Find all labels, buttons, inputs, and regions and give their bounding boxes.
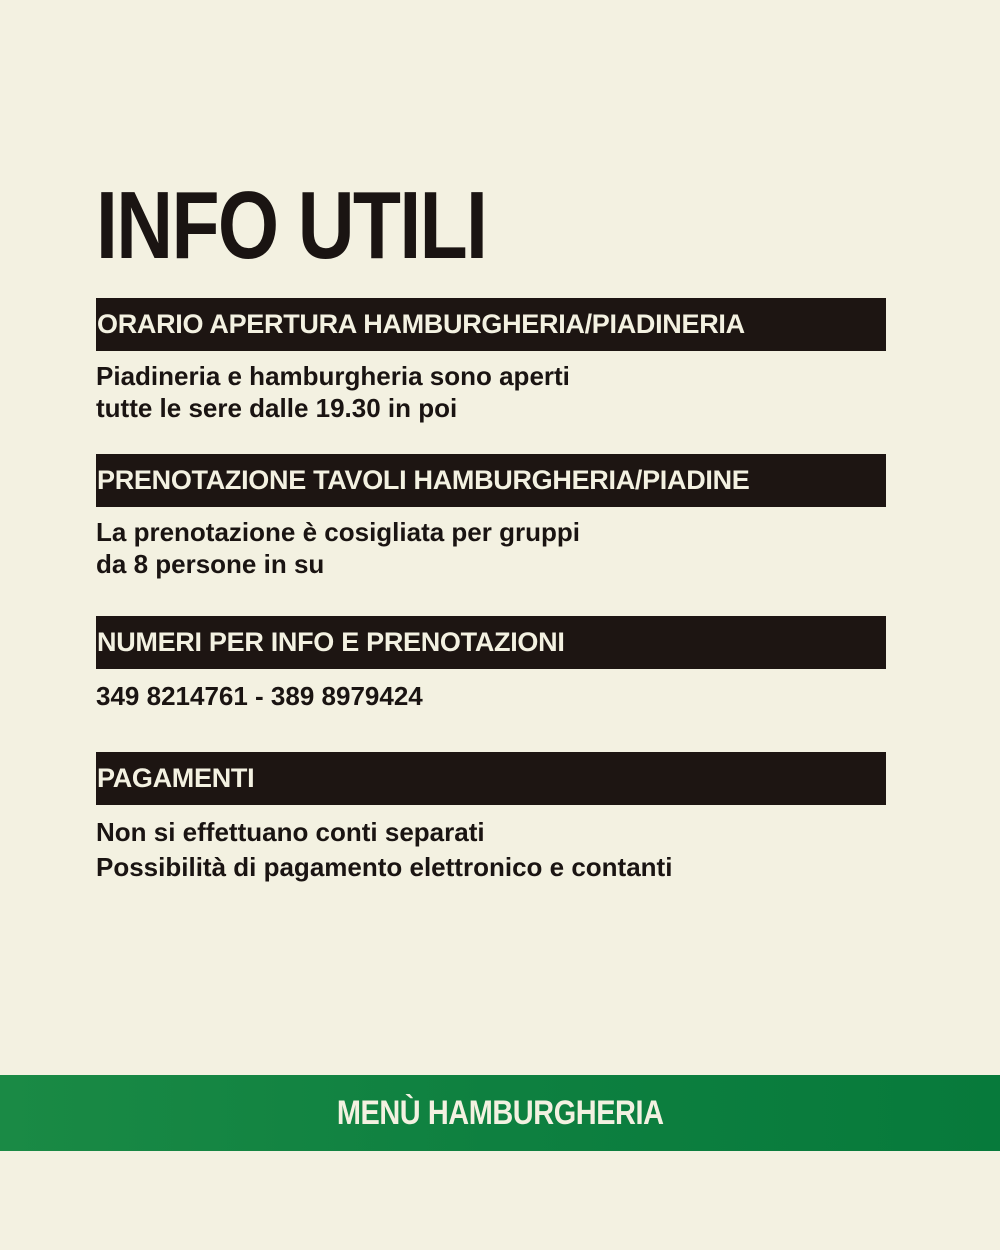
menu-hamburgheria-label: MENÙ HAMBURGHERIA [336,1093,664,1132]
phone-numbers[interactable]: 349 8214761 - 389 8979424 [96,681,423,711]
section-header-payments: PAGAMENTI [96,752,886,805]
page-title: INFO UTILI [96,172,487,279]
table-booking-line: La prenotazione è cosigliata per gruppi [96,517,580,547]
section-body-payments [96,815,886,885]
table-booking-line: da 8 persone in su [96,549,325,579]
section-contact-numbers [96,616,886,712]
section-body-contact-numbers [96,680,886,712]
section-body-table-booking [96,516,886,580]
section-header-table-booking: PRENOTAZIONE TAVOLI HAMBURGHERIA/PIADINE [96,454,886,507]
section-opening-hours [96,298,886,424]
opening-hours-line: Piadineria e hamburgheria sono aperti [96,361,570,391]
opening-hours-line: tutte le sere dalle 19.30 in poi [96,393,458,423]
section-payments [96,752,886,885]
payments-line: Non si effettuano conti separati [96,817,485,847]
section-header-contact-numbers: NUMERI PER INFO E PRENOTAZIONI [96,616,886,669]
section-header-opening-hours: ORARIO APERTURA HAMBURGHERIA/PIADINERIA [96,298,886,351]
section-body-opening-hours [96,360,886,424]
menu-hamburgheria-button[interactable] [0,1075,1000,1151]
section-table-booking [96,454,886,580]
payments-line: Possibilità di pagamento elettronico e contanti [96,852,673,882]
